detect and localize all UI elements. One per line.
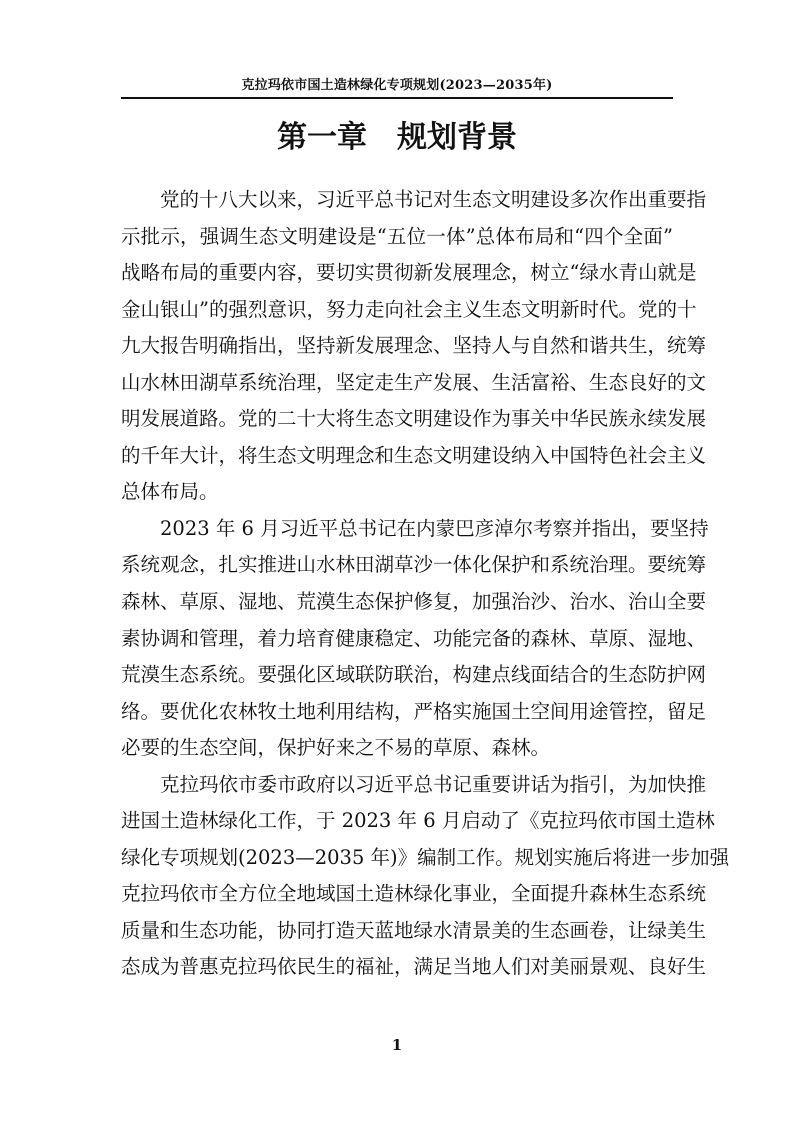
paragraph-2-line: 必要的生态空间，保护好来之不易的草原、森林。 xyxy=(121,736,551,760)
body-text xyxy=(121,182,730,986)
paragraph-3-line: 克拉玛依市全方位全地域国土造林绿化事业，全面提升森林生态系统 xyxy=(121,882,707,906)
paragraph-3-line: 克拉玛依市委市政府以习近平总书记重要讲话为指引，为加快推 xyxy=(160,772,707,796)
paragraph-1-line: 战略布局的重要内容，要切实贯彻新发展理念，树立“绿水青山就是 xyxy=(121,261,697,285)
paragraph-1-line: 明发展道路。党的二十大将生态文明建设作为事关中华民族永续发展 xyxy=(121,407,707,431)
paragraph-1-line: 的千年大计，将生态文明理念和生态文明建设纳入中国特色社会主义 xyxy=(121,443,707,467)
page-number: 1 xyxy=(391,1036,403,1054)
paragraph-2-line: 森林、草原、湿地、荒漠生态保护修复，加强治沙、治水、治山全要 xyxy=(121,590,707,614)
paragraph-2-line: 素协调和管理，着力培育健康稳定、功能完备的森林、草原、湿地、 xyxy=(121,626,707,650)
paragraph-1-line: 党的十八大以来，习近平总书记对生态文明建设多次作出重要指 xyxy=(160,188,707,211)
paragraph-3-line: 质量和生态功能，协同打造天蓝地绿水清景美的生态画卷，让绿美生 xyxy=(121,918,707,942)
running-header: 克拉玛依市国土造林绿化专项规划(2023—2035年) xyxy=(241,78,553,93)
paragraph-3-line: 进国土造林绿化工作，于 2023 年 6 月启动了《克拉玛依市国土造林 xyxy=(121,809,715,833)
paragraph-1-line: 示批示，强调生态文明建设是“五位一体”总体布局和“四个全面” xyxy=(121,224,673,248)
paragraph-2-line: 2023 年 6 月习近平总书记在内蒙巴彦淖尔考察并指出，要坚持 xyxy=(160,516,709,540)
header-rule xyxy=(121,97,673,99)
paragraph-3-line: 绿化专项规划(2023—2035 年)》编制工作。规划实施后将进一步加强 xyxy=(121,845,730,869)
paragraph-2-line: 系统观念，扎实推进山水林田湖草沙一体化保护和系统治理。要统筹 xyxy=(121,553,707,577)
paragraph-2-line: 络。要优化农林牧土地利用结构，严格实施国土空间用途管控，留足 xyxy=(121,699,707,723)
paragraph-1-line: 总体布局。 xyxy=(121,480,219,504)
paragraph-2-line: 荒漠生态系统。要强化区域联防联治，构建点线面结合的生态防护网 xyxy=(121,663,707,687)
chapter-title: 第一章 规划背景 xyxy=(277,120,517,155)
paragraph-1-line: 山水林田湖草系统治理，坚定走生产发展、生活富裕、生态良好的文 xyxy=(121,370,707,394)
paragraph-1-line: 九大报告明确指出，坚持新发展理念、坚持人与自然和谐共生，统筹 xyxy=(121,334,707,358)
paragraph-3-line: 态成为普惠克拉玛依民生的福祉，满足当地人们对美丽景观、良好生 xyxy=(121,955,707,979)
paragraph-1-line: 金山银山”的强烈意识，努力走向社会主义生态文明新时代。党的十 xyxy=(121,297,697,321)
